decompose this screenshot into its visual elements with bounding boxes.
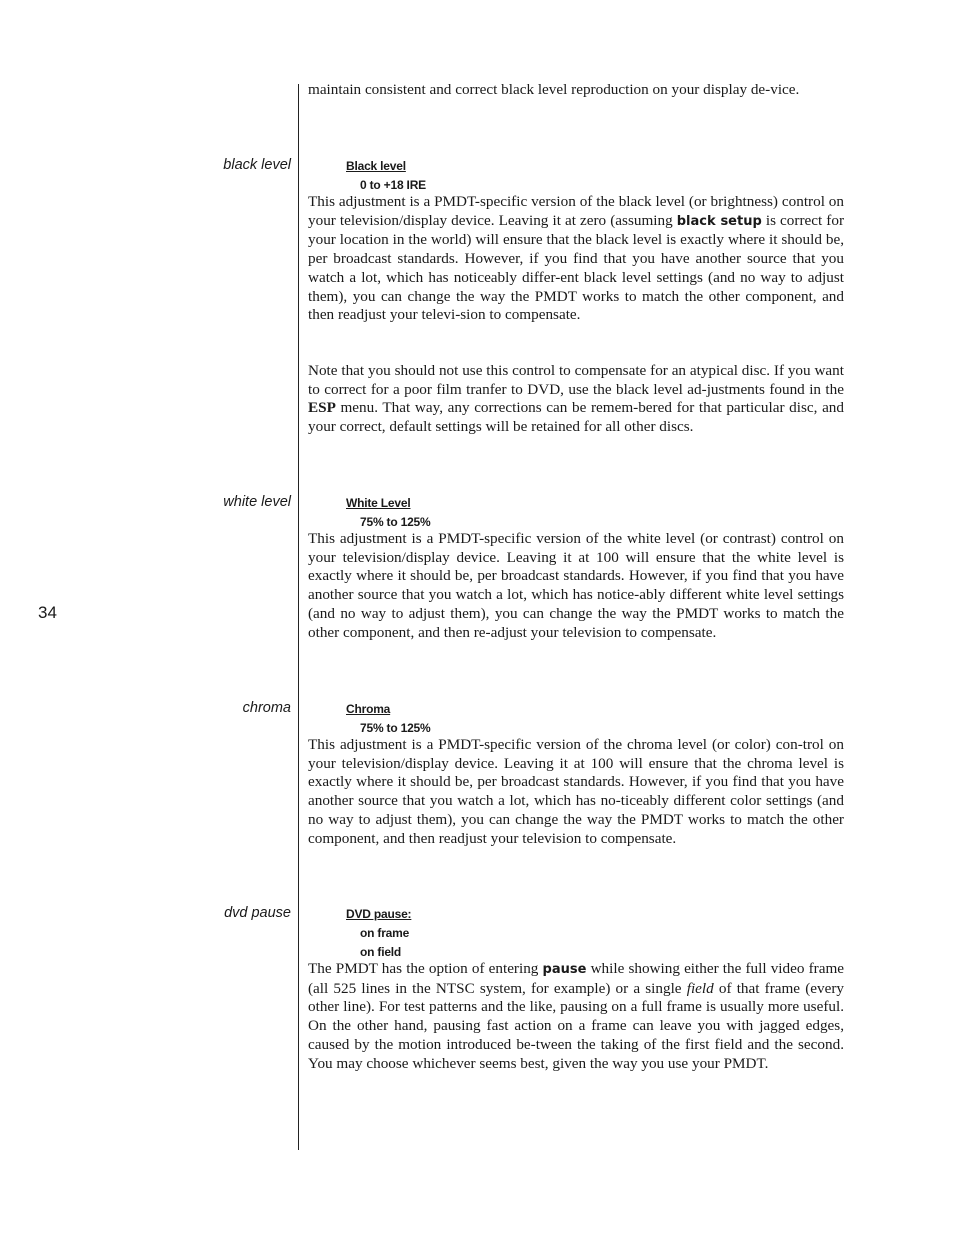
keyword-pause: pause xyxy=(542,962,587,977)
heading-white-level: White Level xyxy=(346,496,411,510)
emphasis-field: field xyxy=(686,979,714,997)
paragraph-white-level: This adjustment is a PMDT-specific version of the white level (or contrast) control on your television/display device. Leaving it at 100 will ensure that the white level is exactly where it should be, per broadcast standards. However, if you find that you have another source that you watch a lot, which has notice-ably different white level settings (and no way to adjust them), you can change the way the PMDT works to match the other component, and then re-adjust your television to compensate. xyxy=(308,530,844,641)
side-label-black-level: black level xyxy=(223,157,291,173)
range-white-level: 75% to 125% xyxy=(360,515,431,529)
intro-paragraph: maintain consistent and correct black level reproduction on your display de-vice. xyxy=(308,81,800,98)
keyword-esp: ESP xyxy=(308,399,336,417)
range-black-level: 0 to +18 IRE xyxy=(360,178,426,192)
side-label-white-level: white level xyxy=(223,494,291,510)
option-on-field: on field xyxy=(360,945,402,959)
text-segment: Note that you should not use this control to compensate for an atypical disc. If you want to correct for a poor film tranfer to DVD, use the black level ad-justments found in the xyxy=(308,362,844,398)
side-label-dvd-pause: dvd pause xyxy=(224,905,291,921)
side-label-chroma: chroma xyxy=(242,700,291,716)
option-on-frame: on frame xyxy=(360,926,410,940)
paragraph-black-level-1 xyxy=(308,193,844,325)
heading-dvd-pause: DVD pause: xyxy=(346,907,412,921)
text-segment: menu. That way, any corrections can be remem-bered for that particular disc, and your correct, default settings will be retained for all other discs. xyxy=(308,399,844,436)
text-segment: The PMDT has the option of entering xyxy=(308,960,543,977)
paragraph-black-level-2 xyxy=(308,362,844,437)
text-segment: of that frame (every other line). For test patterns and the like, pausing on a full frame is usually more useful. On the other hand, pausing fast action on a frame can leave you with jagged edges, caused by the motion introduced be-tween the taking of the first field and the second. You may choose whichever seems best, given the way you use your PMDT. xyxy=(308,979,844,1072)
text-segment: while showing either the full video frame (all 525 lines in the NTSC system, for example) or a single xyxy=(308,960,844,997)
margin-rule xyxy=(298,84,299,1150)
heading-black-level: Black level xyxy=(346,159,406,173)
paragraph-chroma: This adjustment is a PMDT-specific version of the chroma level (or color) con-trol on your television/display device. Leaving it at 100 will ensure that the chroma level is exactly where it should be, per broadcast standards. However, if you find that you have another source that you watch a lot, which has no-ticeably different color settings (and no way to adjust them), you can change the way the PMDT works to match the other component, and then readjust your television to compensate. xyxy=(308,736,844,847)
heading-chroma: Chroma xyxy=(346,702,391,716)
text-segment: This adjustment is a PMDT-specific version of the black level (or brightness) control on your television/display device. Leaving it at zero (assuming xyxy=(308,193,844,229)
text-segment: is correct for your location in the world) will ensure that the black level is exactly where it should be, per broadcast standards. However, if you find that you have another source that you watch a lot, which has noticeably differ-ent black level settings (and no way to adjust them), you can change the way the PMDT works to match the other component, and then readjust your televi-sion to compensate. xyxy=(308,211,844,324)
range-chroma: 75% to 125% xyxy=(360,721,431,735)
page-number: 34 xyxy=(38,603,57,622)
keyword-black-setup: black setup xyxy=(676,213,762,229)
paragraph-dvd-pause xyxy=(308,960,844,1073)
